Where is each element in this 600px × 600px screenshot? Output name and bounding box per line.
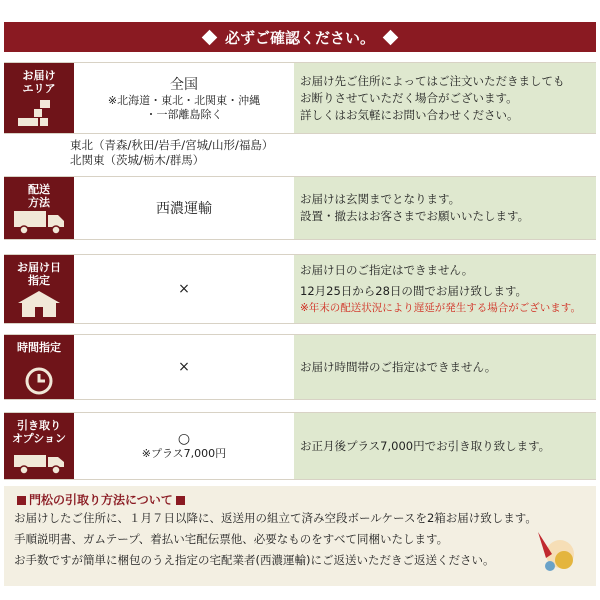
delivery-area-row <box>4 62 596 134</box>
delivery-date-row <box>4 254 596 324</box>
area-main: 全国 <box>170 77 198 93</box>
house-icon <box>10 289 68 319</box>
pickup-option-value <box>74 413 294 479</box>
removal-line: お届けしたご住所に、１月７日以降に、返送用の組立て済み空段ボールケースを2箱お届け致します。 <box>14 511 537 525</box>
time-availability: × <box>178 359 190 375</box>
label-text: 時間指定 <box>17 341 61 354</box>
delivery-date-value <box>74 255 294 323</box>
diamond-icon <box>383 29 399 45</box>
note-line: 詳しくはお気軽にお問い合わせください。 <box>300 107 519 122</box>
pickup-option-row <box>4 412 596 480</box>
notice-title: 必ずご確認ください。 <box>224 28 375 47</box>
carrier-name: 西濃運輸 <box>156 201 212 217</box>
note-line: お正月後プラス7,000円でお引き取り致します。 <box>300 438 551 453</box>
excluded-region: 北関東（茨城/栃木/群馬） <box>70 153 205 167</box>
new-year-ornament-icon <box>528 524 582 578</box>
diamond-icon <box>202 29 218 45</box>
truck-icon <box>10 205 68 235</box>
delivery-date-note <box>294 255 596 323</box>
pickup-option-label <box>4 413 74 479</box>
note-line: お届け時間帯のご指定はできません。 <box>300 359 497 374</box>
removal-title-text: 門松の引取り方法について <box>29 493 173 507</box>
notice-header <box>4 22 596 52</box>
area-sub: ※北海道・東北・北関東・沖縄 ・一部離島除く <box>107 94 261 121</box>
note-line: 設置・撤去はお客さまでお願いいたします。 <box>300 209 530 223</box>
delay-warning: ※年末の配送状況により遅延が発生する場合がございます。 <box>300 301 581 314</box>
delivery-area-value <box>74 63 294 133</box>
note-line: お届け先ご住所によってはご注文いただきましても <box>300 73 565 88</box>
time-slot-row <box>4 334 596 400</box>
note-line: 12月25日から28日の間でお届け致します。 <box>300 283 527 298</box>
shipping-method-note <box>294 177 596 239</box>
removal-line: 手順説明書、ガムテープ、着払い宅配伝票他、必要なものをすべて同梱いたします。 <box>14 532 449 546</box>
shipping-method-label <box>4 177 74 239</box>
delivery-area-label <box>4 63 74 133</box>
square-icon <box>17 496 26 505</box>
note-line: お届けは玄関までとなります。 <box>300 192 461 206</box>
pickup-availability: ○ <box>177 431 191 447</box>
label-text: お届け エリア <box>22 69 56 95</box>
label-text: 引き取り オプション <box>11 419 66 445</box>
time-slot-note <box>294 335 596 399</box>
pickup-price: ※プラス7,000円 <box>141 447 227 460</box>
square-icon <box>176 496 185 505</box>
delivery-area-note <box>294 63 596 133</box>
excluded-region: 東北（青森/秋田/岩手/宮城/山形/福島） <box>70 138 274 152</box>
note-line: お断りさせていただく場合がございます。 <box>300 90 518 105</box>
label-text: お届け日 指定 <box>17 261 61 287</box>
clock-icon <box>10 363 68 397</box>
pickup-truck-icon <box>10 445 68 475</box>
time-slot-value <box>74 335 294 399</box>
note-line: お届け日のご指定はできません。 <box>300 262 474 277</box>
shipping-method-row <box>4 176 596 240</box>
removal-title <box>14 492 586 508</box>
map-icon <box>10 99 68 129</box>
time-slot-label <box>4 335 74 399</box>
removal-line: お手数ですが簡単に梱包のうえ指定の宅配業者(西濃運輸)にご返送いただきご返送ください。 <box>14 553 495 567</box>
removal-section <box>4 486 596 586</box>
label-text: 配送 方法 <box>28 183 50 209</box>
excluded-regions <box>70 138 273 168</box>
pickup-option-note <box>294 413 596 479</box>
date-availability: × <box>178 281 190 297</box>
shipping-method-value <box>74 177 294 239</box>
delivery-date-label <box>4 255 74 323</box>
